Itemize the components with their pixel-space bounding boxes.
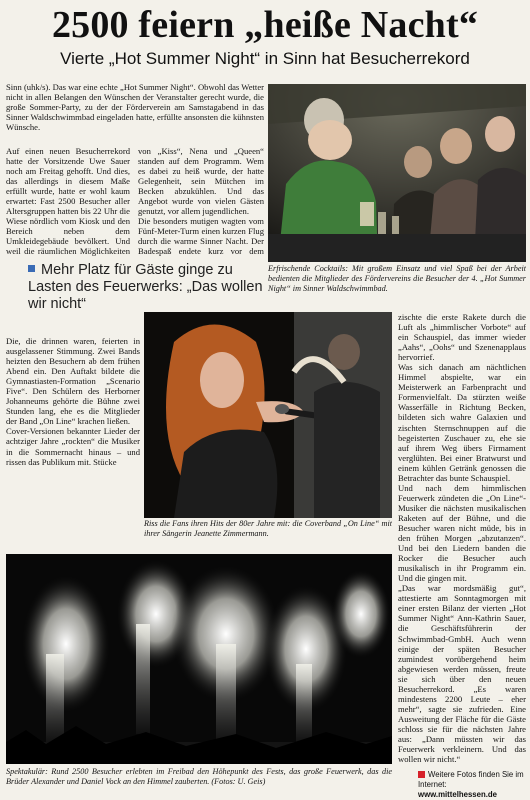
photo-cocktails: [268, 84, 526, 262]
arrow-icon: [418, 771, 425, 778]
pull-quote-text: Mehr Platz für Gäste ginge zu Lasten des Feuerwerks: „Das wollen wir nicht“: [28, 262, 263, 312]
square-bullet-icon: [28, 265, 35, 272]
col2-top-text: von „Kiss“, Nena und „Queen“ standen auf dem Programm. Wem es dabei zu heiß wurde, der hatte Gelegenheit, sein Mütchen im Becken abzukühlen. Und das Angebot wurde von vielen Gästen genutzt, vor allem jugendlichen. Die besonders mutigen wagten vom Fünf-Meter-Turm einen kurzen Flug durch die warme Sinner Nacht. Der Badespaß endete kurz vor dem: [138, 146, 264, 256]
web-url[interactable]: www.mittelhessen.de: [418, 790, 498, 799]
caption-cocktails: Erfrischende Cocktails: Mit großem Einsatz und viel Spaß bei der Arbeit bedienten die Mitglieder des Fördervereins die Besucher der 4. „Hot Summer Night“ im Sinner Waldschwimmbad.: [268, 264, 526, 293]
web-reference-text: Weitere Fotos finden Sie im Internet:: [418, 770, 524, 789]
column-2-top: [138, 146, 264, 256]
photo-fireworks: [6, 554, 392, 764]
web-reference: [418, 770, 528, 800]
photo-credit: (Fotos: U. Geis): [211, 777, 266, 786]
photo-cocktails-image: [268, 84, 526, 262]
col3-text: zischte die erste Rakete durch die Luft als „himmlischer Vorbote“ auf ein Schauspiel, das immer wieder „Aahs“, „Oohs“ und Szenenapplaus hervorrief. Was sich danach am nächtlichen Himmel abspielte, war ein Meisterwerk an Farbenpracht und Formenvielfalt. Da stürzten weiße Wasserfälle in Richtung Becken, bildeten sich wahre Galaxien und zischten Sternschnuppen auf die begeisterten Zuschauer zu, ehe sie auf ihrem Weg übers Firmament verglühten. Bei einer Bratwurst und einem kühlen Getränk genossen die Betrachter das bunte Schauspiel. Und nach dem himmlischen Feuerwerk zündeten die „On Line“-Musiker die nächsten musikalischen Raketen auf der Bühne, und die Besucher waren nicht müde, bis in den frühen Morgen „abzutanzen“. Und bei den Liedern banden die Rocker die Besucher auch musikalisch in ihr Programm ein. Und die gingen mit. „Das war mordsmäßig gut“, attestierte am Sonntagmorgen mit einer ersten Bilanz der vierten „Hot Summer Night“ Ann-Kathrin Sauer, die Geschäftsführerin der Schwimmbad-GmbH. Auch wenn einige der späten Besucher zumindest vorübergehend heim abgewiesen werden müssen, freute sie sich über den neuen Besucherrekord. „Es waren mindestens 2200 Leute – eher mehr“, sagte sie zufrieden. Eine Ausweitung der Fläche für die Gäste schloss sie für die nächsten Jahre aus: „Dann müssten wir das Feuerwerk verkleinern. Und das wollen wir nicht.“: [398, 312, 526, 764]
pull-quote: [28, 262, 268, 313]
lead-text: Sinn (uhk/s). Das war eine echte „Hot Summer Night“. Obwohl das Wetter nicht in allen Belangen den Wünschen der Veranstalter gerecht wurde, die große Sommer-Party, zu der der Förderverein am Samstagabend in das Sinner Waldschwimmbad eingeladen hatte, erfüllte ansonsten die kühnsten Wünsche.: [6, 82, 264, 133]
caption-fireworks-text: Spektakulär: Rund 2500 Besucher erlebten im Freibad den Höhepunkt des Fests, das große Feuerwerk, das die Brüder Alexander und Daniel Vock an den Himmel zauberten.: [6, 767, 392, 786]
caption-band: Riss die Fans ihren Hits der 80er Jahre mit: die Coverband „On Line“ mit ihrer Sängerin Jeanette Zimmermann.: [144, 519, 392, 538]
column-1-bottom: [6, 336, 140, 512]
photo-singer-image: [144, 312, 392, 518]
col1-top-text: Auf einen neuen Besucherrekord hatte der Vorsitzende Uwe Sauer noch am Freitag gehofft. Und dies, das allerdings in diesem Maße erfüllt wurde, hatte er wohl kaum erwartet: Fast 2500 Besucher aller Altersgruppen hatten bis 22 Uhr die Wiese nördlich vom Kiosk und den Bereich neben dem Umkleidegebäude bevölkert. Und weil die räumlichen Möglichkeiten: [6, 146, 130, 256]
column-3: [398, 312, 526, 764]
lead-paragraph: [6, 82, 264, 142]
caption-fireworks: [6, 767, 392, 791]
subheadline: Vierte „Hot Summer Night“ in Sinn hat Besucherrekord: [60, 49, 470, 68]
photo-fireworks-image: [6, 554, 392, 764]
headline: 2500 feiern „heiße Nacht“: [51, 4, 479, 46]
photo-singer: [144, 312, 392, 518]
column-1-top: [6, 146, 130, 256]
col1-bottom-text: Die, die drinnen waren, feierten in ausgelassener Stimmung. Zwei Bands heizten den Besuchern ab dem frühen Abend ein. Den Auftakt bildete die Gymnastiasten-Formation „Scenario Five“. Den Schülern des Herborner Johanneums gehörte die Bühne zwei Stunden lang, ehe es die Mitglieder der Band „On Line“ krachen ließen. Cover-Versionen bekannter Lieder der achtziger Jahre „rockten“ die Musiker in die Sommernacht hinaus – und rissen das Publikum mit. Stücke: [6, 336, 140, 467]
